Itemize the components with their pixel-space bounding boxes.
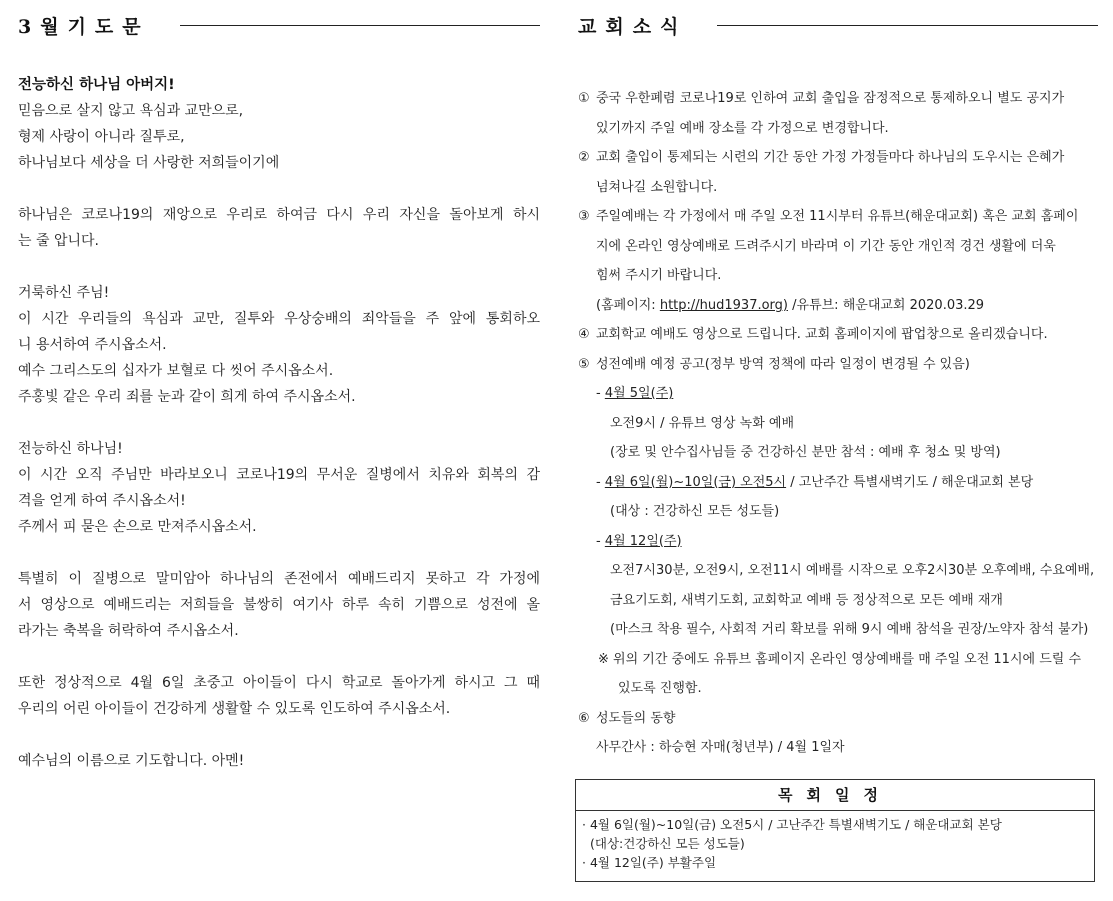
schedule-line: · 4월 12일(주) 부활주일 [582,855,717,870]
item-number: ① [578,91,590,106]
prayer-line: 는 줄 압니다. [18,233,99,249]
prayer-heading: 3월기도문 [18,15,150,38]
news-note-cont: 있도록 진행함. [618,681,702,696]
paragraph-gap [18,644,540,670]
news-item-5 [578,350,1098,380]
prayer-line: 특별히 이 질병으로 말미암아 하나님의 존전에서 예배드리지 못하고 각 가정에 [18,571,540,587]
news-heading-rule [717,25,1098,26]
prayer-line: 믿음으로 살지 않고 욕심과 교만으로, [18,103,244,119]
news-item-3 [578,202,1098,232]
schedule-entry-c-detail: 금요기도회, 새벽기도회, 교회학교 예배 등 정상적으로 모든 예배 재개 [610,592,1003,608]
schedule-date: 4월 12일(주) [604,533,682,549]
prayer-body [18,72,540,774]
news-item-6 [578,704,1098,734]
news-text: 성전예배 예정 공고(정부 방역 정책에 따라 일정이 변경될 수 있음) [596,356,970,372]
item-number: ⑤ [578,356,590,372]
prayer-opening-line: 전능하신 하나님 아버지! [18,77,175,93]
news-text: 교회학교 예배도 영상으로 드립니다. 교회 홈페이지에 팝업창으로 올리겠습니다. [596,327,1048,342]
item-number: ② [578,150,590,165]
news-text: / 고난주간 특별새벽기도 / 해운대교회 본당 [786,474,1034,490]
prayer-heading-row [18,10,540,40]
paragraph-gap [18,722,540,748]
prayer-line: 예수님의 이름으로 기도합니다. 아멘! [18,753,245,769]
news-text: 주일예배는 각 가정에서 매 주일 오전 11시부터 유튜브(해운대교회) 혹은 교회 홈페이 [596,209,1079,224]
schedule-entry-a-detail: (장로 및 안수집사님들 중 건강하신 분만 참석 : 예배 후 청소 및 방역) [610,445,1001,460]
prayer-line: 이 시간 우리들의 욕심과 교만, 질투와 우상숭배의 죄악들을 주 앞에 통회하오 [18,311,540,327]
schedule-entry-c-detail: 오전7시30분, 오전9시, 오전11시 예배를 시작으로 오후2시30분 오후예배, 수요예배, [610,563,1095,578]
news-text: /유튜브: 해운대교회 2020.03.29 [788,297,985,313]
news-heading: 교회소식 [578,15,688,38]
paragraph-gap [18,176,540,202]
news-text: 교회 출입이 통제되는 시련의 기간 동안 가정 가정들마다 하나님의 도우시는 은혜가 [596,150,1065,165]
homepage-link[interactable]: http://hud1937.org) [659,297,788,313]
prayer-line: 격을 얻게 하여 주시옵소서! [18,493,186,509]
dash: - [596,474,605,490]
prayer-line: 또한 정상적으로 4월 6일 초중고 아이들이 다시 학교로 돌아가게 하시고 그 때 [18,675,540,691]
news-heading-row [578,10,1098,40]
prayer-line: 라가는 축복을 허락하여 주시옵소서. [18,623,239,639]
prayer-line: 주홍빛 같은 우리 죄를 눈과 같이 희게 하여 주시옵소서. [18,389,356,405]
paragraph-gap [18,540,540,566]
dash: - [596,533,605,549]
schedule-line: (대상:건강하신 모든 성도들) [590,836,745,851]
item-number: ④ [578,327,590,342]
schedule-entry-c-detail: (마스크 착용 필수, 사회적 거리 확보를 위해 9시 예배 참석을 권장/노약자 참석 불가) [610,622,1089,637]
schedule-entry-a-detail: 오전9시 / 유튜브 영상 녹화 예배 [610,415,795,431]
schedule-box-body [576,811,1094,872]
prayer-line: 이 시간 오직 주님만 바라보오니 코로나19의 무서운 질병에서 치유와 회복의 감 [18,467,540,483]
news-list [578,84,1098,763]
item-number: ⑥ [578,710,590,726]
schedule-entry-c [578,527,1098,557]
news-item-3-cont: 지에 온라인 영상예배로 드려주시기 바라며 이 기간 동안 개인적 경건 생활에 더욱 [596,238,1056,254]
prayer-line: 하나님은 코로나19의 재앙으로 우리로 하여금 다시 우리 자신을 돌아보게 하시 [18,207,540,223]
news-note: ※ 위의 기간 중에도 유튜브 홈페이지 온라인 영상예배를 매 주일 오전 11시에 드릴 수 [598,651,1082,667]
schedule-date: 4월 6일(월)~10일(금) 오전5시 [604,474,787,490]
item-number: ③ [578,209,590,224]
news-item-3-links [578,291,1098,321]
news-item-3-cont: 힘써 주시기 바랍니다. [596,268,722,283]
prayer-line: 전능하신 하나님! [18,441,123,457]
news-item-6-detail: 사무간사 : 하승현 자매(청년부) / 4월 1일자 [596,740,845,755]
news-item-2 [578,143,1098,173]
paragraph-gap [18,410,540,436]
prayer-line: 거룩하신 주님! [18,285,110,301]
prayer-line: 예수 그리스도의 십자가 보혈로 다 씻어 주시옵소서. [18,363,334,379]
news-item-4 [578,320,1098,350]
schedule-box [575,779,1095,882]
prayer-heading-rule [180,25,540,26]
news-item-1-cont: 있기까지 주일 예배 장소를 각 가정으로 변경합니다. [596,120,889,136]
news-text: (홈페이지: [596,297,660,313]
prayer-line: 형제 사랑이 아니라 질투로, [18,129,185,145]
schedule-entry-b-detail: (대상 : 건강하신 모든 성도들) [610,504,780,519]
prayer-line: 주께서 피 묻은 손으로 만져주시옵소서. [18,519,257,535]
prayer-line: 니 용서하여 주시옵소서. [18,337,167,353]
news-text: 성도들의 동향 [596,710,676,726]
news-text: 중국 우한폐렴 코로나19로 인하여 교회 출입을 잠정적으로 통제하오니 별도 공지가 [596,91,1065,106]
prayer-line: 우리의 어린 아이들이 건강하게 생활할 수 있도록 인도하여 주시옵소서. [18,701,451,717]
news-item-2-cont: 넘쳐나길 소원합니다. [596,179,718,195]
schedule-entry-b [578,468,1098,498]
schedule-line: · 4월 6일(월)~10일(금) 오전5시 / 고난주간 특별새벽기도 / 해운대교회 본당 [582,817,1002,832]
schedule-entry-a [578,379,1098,409]
news-item-1 [578,84,1098,114]
paragraph-gap [18,254,540,280]
schedule-box-title: 목회일정 [576,780,1094,811]
dash: - [596,386,605,401]
prayer-line: 하나님보다 세상을 더 사랑한 저희들이기에 [18,155,280,171]
prayer-line: 서 영상으로 예배드리는 저희들을 불쌍히 여기사 하루 속히 기쁨으로 성전에 올 [18,597,540,613]
schedule-date: 4월 5일(주) [604,386,674,401]
